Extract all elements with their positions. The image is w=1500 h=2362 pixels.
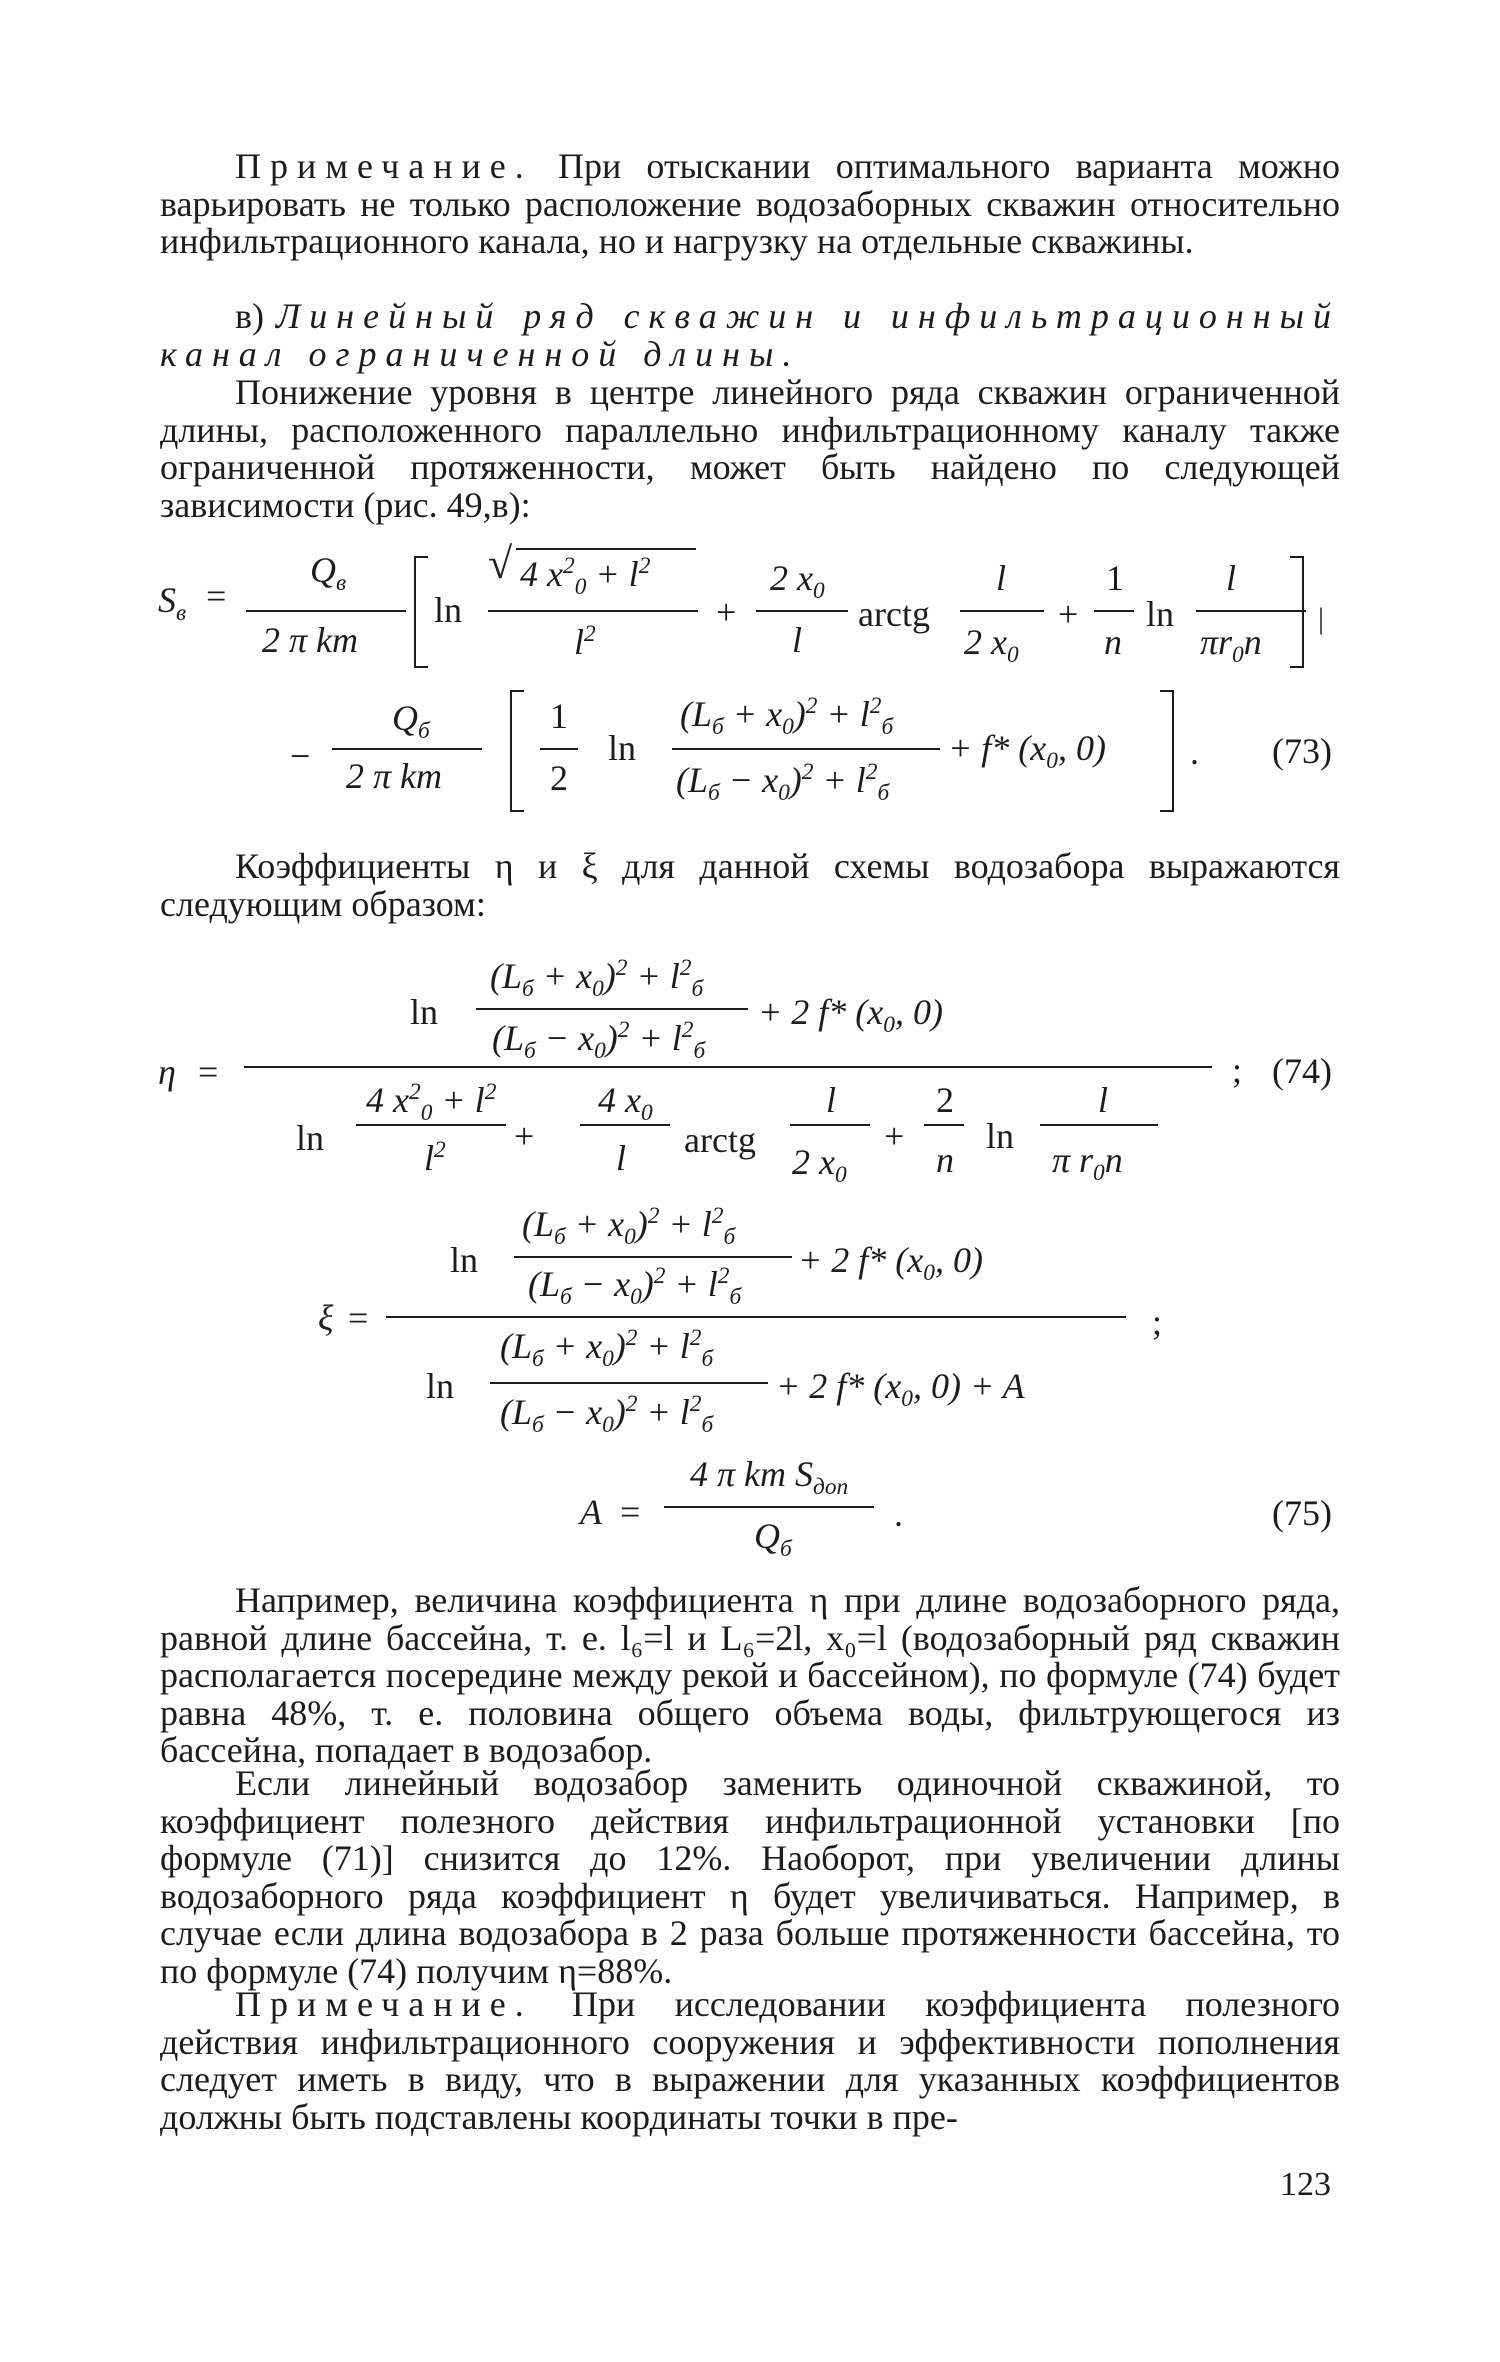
eq73-sqrt-bar: [516, 548, 696, 550]
eq74-top-num: $(L_б + x_0)^2 + l^2_б$: [490, 955, 704, 1003]
xi-ln-top: ln: [450, 1240, 479, 1280]
xi-top-tail: + 2 f* ($x_0$, 0): [798, 1240, 983, 1287]
eq74-equals: =: [198, 1052, 219, 1092]
eq73-sqrt-sign: √: [488, 539, 513, 588]
eq74-frac-bar-b1: [356, 1124, 506, 1126]
eq74-arctg: arctg: [684, 1120, 756, 1160]
xi-symbol: ξ: [318, 1298, 334, 1338]
paragraph-example: Например, величина коэффициента η при длине водозаборного ряда, равной длине бассейна, т. е. l₆=l и L₆=2l, x₀=l (водозаборный ряд скважин располагается посередине между рекой и бассейном), по формуле (74) будет равна 48%, т. е. половина общего объема воды, фильтрующегося из бассейна, попадает в водозабор.: [160, 1580, 1340, 1770]
eq73-Qb: $Q_б$: [392, 698, 430, 745]
eq73-den-1: 2 π km: [262, 620, 359, 660]
eq73-n-1: n: [1104, 622, 1122, 662]
eq74-ln-2: ln: [986, 1116, 1015, 1156]
eq73-ln-3: ln: [608, 728, 637, 768]
xi-equals: =: [348, 1298, 369, 1338]
eq73-lhs: $S_в$: [158, 580, 187, 627]
note-paragraph-1: [160, 148, 1340, 261]
eq73-frac-bar-2: [488, 610, 698, 612]
xi-semicolon: ;: [1152, 1302, 1163, 1342]
eq74-frac-bar-b4: [924, 1124, 964, 1126]
eq73-plus-1: +: [716, 592, 737, 632]
eq74-main-bar: [244, 1066, 1212, 1068]
eq74-plus-1: +: [514, 1116, 535, 1156]
eq74-top-tail: + 2 f* ($x_0$, 0): [758, 992, 943, 1039]
eq73-pir0n: $\pi r_0n$: [1200, 622, 1262, 669]
eq73-den-b: $(L_б - x_0)^2 + l^2_б$: [676, 759, 890, 807]
eq74-frac-bar-b2: [580, 1124, 670, 1126]
eq73-ln-2: ln: [1146, 594, 1175, 634]
note-text: При отыскании оптимального варианта можно варьировать не только расположение водозаборных скважин относительно инфильтрационного канала, но и нагрузку на отдельные скважины.: [160, 146, 1340, 261]
xi-frac-bar-top: [514, 1256, 792, 1258]
eq74-frac-bar-b5: [1040, 1124, 1158, 1126]
eq73-Qv: $Q_в$: [310, 550, 347, 597]
eq73-one-2: 1: [550, 696, 568, 736]
eq73-l-3: l: [1226, 558, 1237, 598]
eq73-frac-bar-8: [540, 748, 578, 750]
eq73-frac-bar-7: [332, 748, 482, 750]
eq75-num: 4 π km $S_{доп}$: [690, 1454, 849, 1501]
eq74-n: n: [936, 1140, 954, 1180]
eq73-sqrt-body: 4 $x^2_0 + l^2$: [520, 553, 651, 601]
eq73-arctg: arctg: [858, 594, 930, 634]
eq73-plus-2: +: [1058, 594, 1079, 634]
xi-top-den: $(L_б - x_0)^2 + l^2_б$: [528, 1263, 742, 1311]
xi-ln-bot: ln: [426, 1366, 455, 1406]
eq73-one-1: 1: [1106, 558, 1124, 598]
eq73-den-2: 2 π km: [346, 756, 443, 796]
eq75-equals: =: [620, 1492, 641, 1532]
paragraph-coefficients: Коэффициенты η и ξ для данной схемы водозабора выражаются следующим образом:: [160, 846, 1340, 924]
paragraph-single-well: Если линейный водозабор заменить одиночной скважиной, то коэффициент полезного действия инфильтрационной установки [по формуле (71)] снизится до 12%. Наоборот, при увеличении длины водозаборного ряда коэффициент η будет увеличиваться. Например, в случае если длина водозабора в 2 раза больше протяженности бассейна, то по формуле (74) получим η=88%.: [160, 1763, 1340, 1991]
eq74-frac-bar-b3: [790, 1124, 870, 1126]
eq74-plus-2: +: [884, 1116, 905, 1156]
eq73-two: 2: [550, 758, 568, 798]
eq74-eta: η: [158, 1052, 176, 1092]
eq75-number: (75): [1272, 1493, 1332, 1533]
xi-frac-bar-bot: [490, 1382, 768, 1384]
eq73-frac-bar-9: [672, 748, 940, 750]
eq73-ln-1: ln: [434, 590, 463, 630]
xi-main-bar: [386, 1316, 1126, 1318]
eq74-l-2: l: [826, 1080, 837, 1120]
eq75-frac-bar: [664, 1506, 874, 1508]
paragraph-drawdown: Понижение уровня в центре линейного ряда скважин ограниченной длины, расположенного параллельно инфильтрационному каналу также ограниченной протяженности, может быть найдено по следующей зависимости (рис. 49,в):: [160, 372, 1340, 525]
eq73-number: (73): [1272, 731, 1332, 771]
xi-top-num: $(L_б + x_0)^2 + l^2_б$: [522, 1203, 736, 1251]
eq73-2x0-den: 2 $x_0$: [964, 622, 1019, 669]
eq74-two: 2: [936, 1080, 954, 1120]
eq73-bracket-right-2: [1160, 690, 1174, 812]
eq73-minus: −: [290, 736, 311, 776]
eq73-frac-bar-1: [246, 610, 406, 612]
eq75-dot: .: [894, 1494, 903, 1534]
eq74-ln-top: ln: [410, 992, 439, 1032]
eq73-l-2: l: [996, 558, 1007, 598]
eq73-dot: .: [1190, 732, 1199, 772]
eq74-2x0: 2 $x_0$: [792, 1142, 847, 1189]
note-paragraph-2: [160, 1986, 1340, 2136]
page-number: 123: [1280, 2166, 1331, 2203]
xi-bot-num: $(L_б + x_0)^2 + l^2_б$: [500, 1325, 714, 1373]
eq73-frac-bar-5: [1094, 610, 1134, 612]
note-label: Примечание.: [235, 146, 533, 186]
eq75-A: A: [580, 1492, 602, 1532]
eq73-separator: |: [1318, 602, 1325, 635]
eq74-frac-bar-top: [476, 1008, 748, 1010]
eq74-number: (74): [1272, 1051, 1332, 1091]
eq74-bot-den-1: $l^2$: [424, 1137, 446, 1178]
eq73-equals: =: [206, 576, 227, 616]
eq73-fstar: + f* ($x_0$, 0): [948, 728, 1106, 775]
eq73-bracket-left-2: [510, 690, 524, 812]
eq73-l-1: l: [792, 620, 803, 660]
eq74-top-den: $(L_б - x_0)^2 + l^2_б$: [492, 1017, 706, 1065]
eq73-frac-bar-3: [756, 610, 848, 612]
eq73-2x0: 2 $x_0$: [770, 558, 825, 605]
eq74-pir0n: π $r_0n$: [1052, 1140, 1123, 1187]
xi-bot-den: $(L_б - x_0)^2 + l^2_б$: [500, 1391, 714, 1439]
eq73-frac-bar-4: [960, 610, 1044, 612]
note2-label: Примечание.: [235, 1984, 533, 2024]
section-label: в): [235, 296, 264, 336]
eq74-4x0: 4 $x_0$: [598, 1080, 653, 1127]
eq74-semicolon: ;: [1232, 1050, 1243, 1090]
eq74-l-3: l: [1098, 1080, 1109, 1120]
section-title: Линейный ряд скважин и инфильтрационный канал ограниченной длины.: [160, 296, 1340, 374]
xi-bot-tail: + 2 f* ($x_0$, 0) + A: [776, 1366, 1025, 1413]
eq74-ln-bot: ln: [296, 1118, 325, 1158]
note2-text: При исследовании коэффициента полезного действия инфильтрационного сооружения и эффективности пополнения следует иметь в виду, что в выражении для указанных коэффициентов должны быть подставлены координаты точки в пре-: [160, 1984, 1340, 2137]
eq75-Q: $Q_б$: [754, 1516, 792, 1563]
eq73-num-b: $(L_б + x_0)^2 + l^2_б$: [680, 693, 894, 741]
eq74-bot-num-1: 4 $x^2_0 + l^2$: [366, 1079, 497, 1127]
eq73-bracket-left-1: [414, 556, 428, 668]
section-heading-v: [160, 298, 1340, 373]
eq73-bracket-right-1: [1290, 556, 1304, 668]
eq74-l-1: l: [616, 1138, 627, 1178]
eq73-l2: $l^2$: [574, 621, 596, 662]
